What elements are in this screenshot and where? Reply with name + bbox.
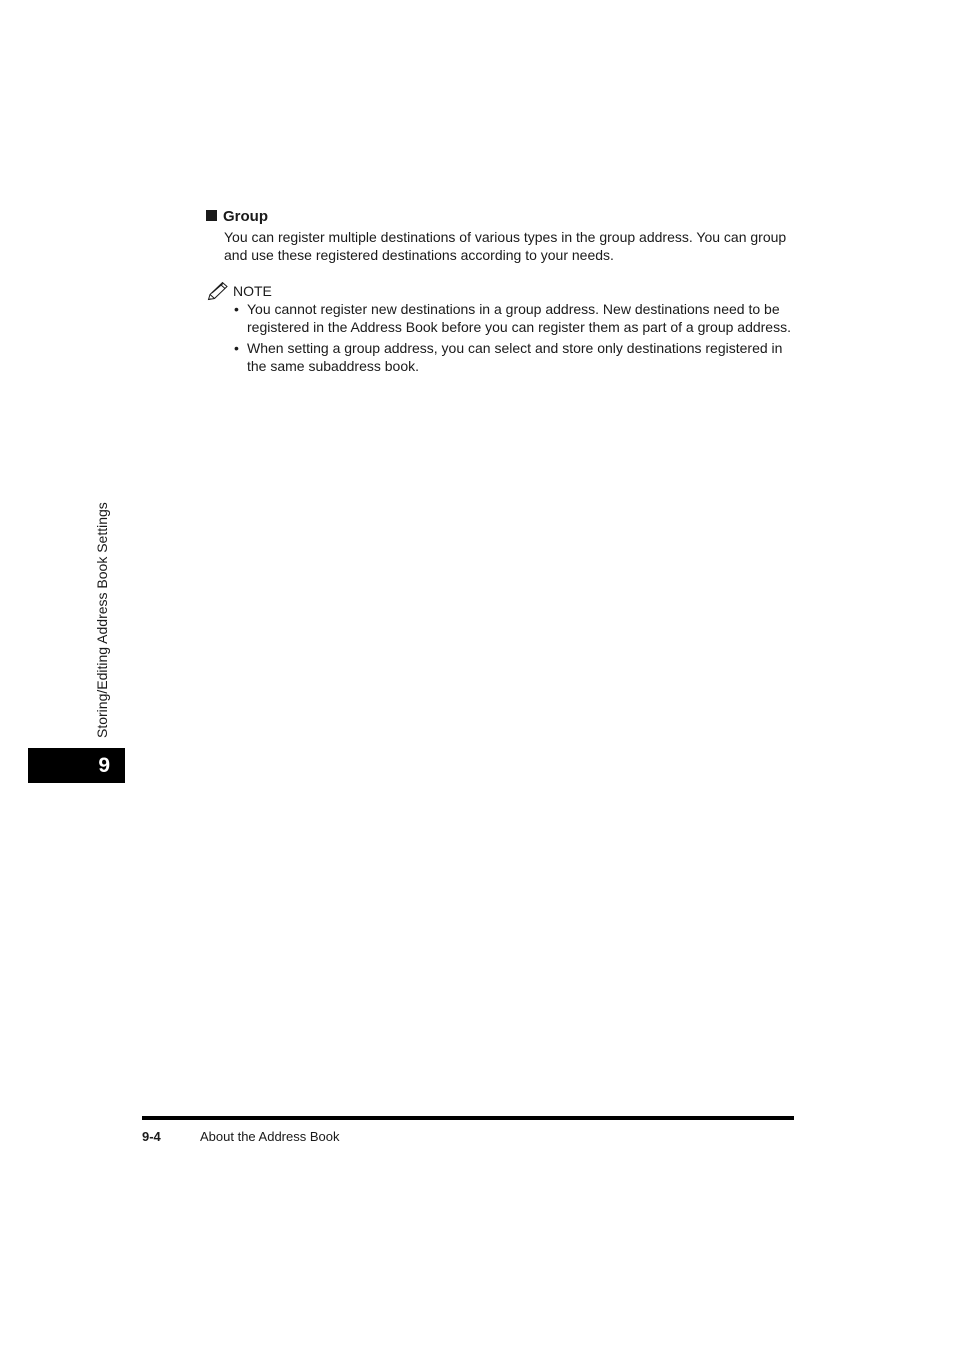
section-body: You can register multiple destinations of various types in the group address. You can group and use these registered destinations according to your needs. xyxy=(224,229,787,263)
note-item-text: When setting a group address, you can select and store only destinations registered in the same subaddress book. xyxy=(247,340,783,374)
bullet-icon: • xyxy=(234,301,239,317)
chapter-side-title: Storing/Editing Address Book Settings xyxy=(94,502,110,738)
section-heading xyxy=(206,208,268,226)
note-list xyxy=(234,301,799,379)
note-label: NOTE xyxy=(233,283,272,299)
footer-section-title: About the Address Book xyxy=(200,1129,340,1144)
chapter-tab: 9 xyxy=(28,748,125,783)
footer-page-number: 9-4 xyxy=(142,1129,161,1144)
note-header xyxy=(206,281,272,301)
note-item xyxy=(234,340,799,375)
bullet-icon: • xyxy=(234,340,239,356)
pencil-icon xyxy=(206,281,230,301)
note-item xyxy=(234,301,799,336)
footer-rule xyxy=(142,1116,794,1120)
square-bullet-icon xyxy=(206,210,217,221)
section-heading-text: Group xyxy=(223,208,268,225)
note-item-text: You cannot register new destinations in a group address. New destinations need to be registered in the Address Book before you can register them as part of a group address. xyxy=(247,301,791,335)
